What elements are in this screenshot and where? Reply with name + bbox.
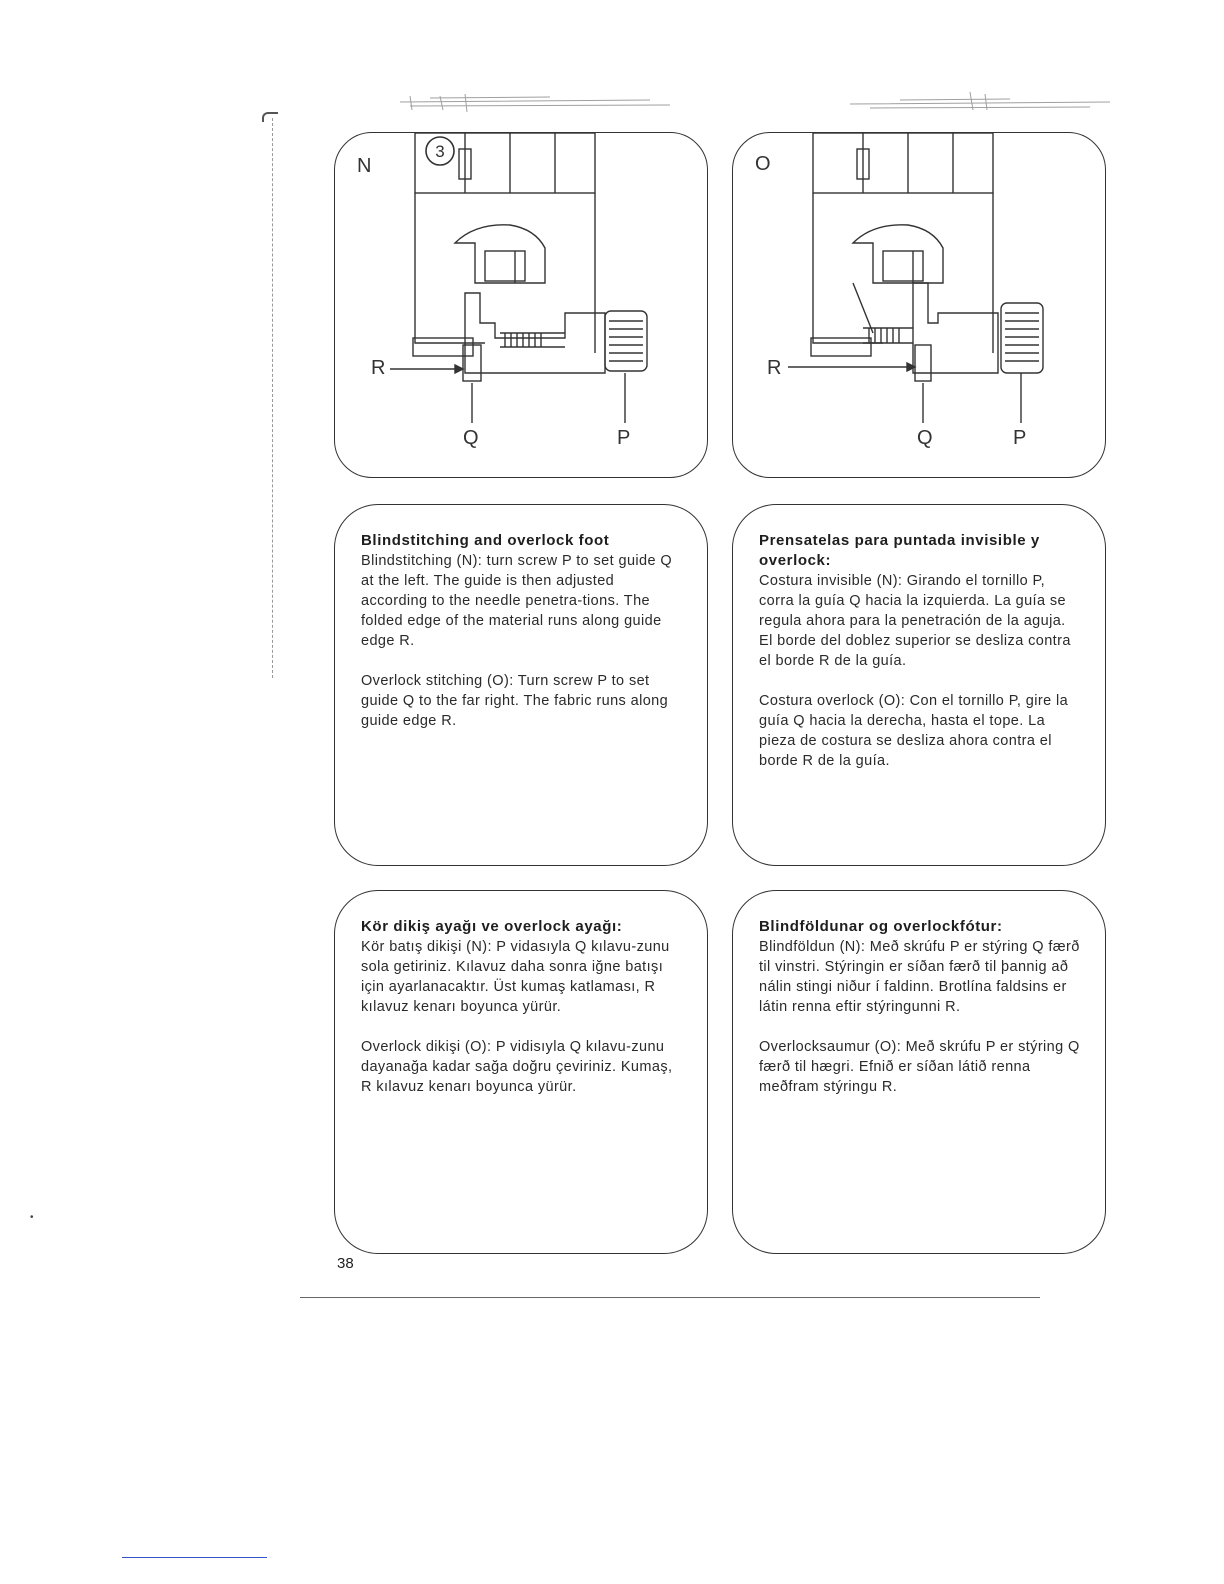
panel-icelandic-paragraph-1: Blindföldun (N): Með skrúfu P er stýring Q færð til vinstri. Stýringin er síðan færð til þannig að nálin stingi niður í faldinn. Brotlína faldsins er látin renna eftir stýringunni R. xyxy=(759,939,1080,1015)
figure-n-label-q: Q xyxy=(463,427,479,449)
panel-spanish xyxy=(732,504,1106,866)
panel-english-title: Blindstitching and overlock foot xyxy=(361,532,610,549)
panel-turkish xyxy=(334,890,708,1254)
panel-turkish-paragraph-1: Kör batış dikişi (N): P vidasıyla Q kılavu-zunu sola getiriniz. Kılavuz daha sonra iğne batışı için ayarlanacaktır. Üst kumaş katlaması, R kılavuz kenarı boyunca yürür. xyxy=(361,939,670,1015)
panel-icelandic xyxy=(732,890,1106,1254)
panel-english xyxy=(334,504,708,866)
figure-o-drawing xyxy=(733,133,1105,477)
figure-o-box xyxy=(732,132,1106,478)
panel-icelandic-paragraph-2: Overlocksaumur (O): Með skrúfu P er stýring Q færð til hægri. Efnið er síðan látið renna meðfram stýringu R. xyxy=(759,1039,1080,1095)
scan-speck: • xyxy=(30,1212,34,1223)
panel-spanish-paragraph-1: Costura invisible (N): Girando el tornillo P, corra la guía Q hacia la izquierda. La guía se regula ahora para la penetración de la aguja. El borde del doblez superior se desliza contra el borde R de la guía. xyxy=(759,573,1071,669)
panel-turkish-title: Kör dikiş ayağı ve overlock ayağı: xyxy=(361,918,623,935)
panel-icelandic-title: Blindföldunar og overlockfótur: xyxy=(759,918,1003,935)
panel-spanish-paragraph-2: Costura overlock (O): Con el tornillo P, gire la guía Q hacia la derecha, hasta el tope. La pieza de costura se desliza ahora contra el borde R de la guía. xyxy=(759,693,1069,769)
scan-margin-hook xyxy=(262,112,278,122)
figure-n-letter: N xyxy=(357,155,372,177)
figure-o-label-r: R xyxy=(767,357,782,379)
panel-english-paragraph-2: Overlock stitching (O): Turn screw P to set guide Q to the far right. The fabric runs along guide edge R. xyxy=(361,673,669,729)
scan-artifact-top xyxy=(250,88,1110,118)
panel-english-paragraph-1: Blindstitching (N): turn screw P to set guide Q at the left. The guide is then adjusted according to the needle penetra-tions. The folded edge of the material runs along guide edge R. xyxy=(361,553,673,649)
figure-o-label-p: P xyxy=(1013,427,1027,449)
page-number: 38 xyxy=(337,1255,354,1272)
bottom-rule xyxy=(300,1297,1040,1298)
figure-n-drawing xyxy=(335,133,707,477)
figure-n-label-r: R xyxy=(371,357,386,379)
panel-turkish-paragraph-2: Overlock dikişi (O): P vidisıyla Q kılavu-zunu dayanağa kadar sağa doğru çeviriniz. Kumaş, R kılavuz kenarı boyunca yürür. xyxy=(361,1039,673,1095)
figure-o-label-q: Q xyxy=(917,427,933,449)
scan-margin-line xyxy=(272,118,274,678)
figure-o-letter: O xyxy=(755,153,771,175)
footer-rule xyxy=(122,1557,267,1558)
figure-n-box xyxy=(334,132,708,478)
panel-spanish-title: Prensatelas para puntada invisible y overlock: xyxy=(759,532,1040,569)
figure-n-badge-text: 3 xyxy=(435,142,445,161)
figure-n-label-p: P xyxy=(617,427,631,449)
